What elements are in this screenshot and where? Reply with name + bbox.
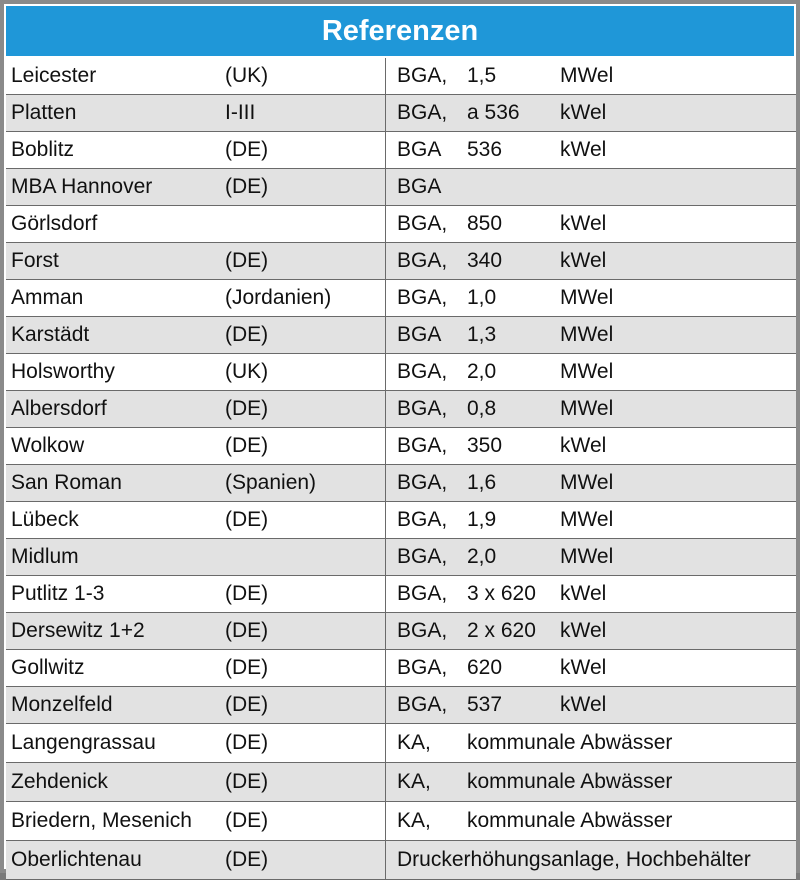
capacity-unit-cell: kWel: [560, 132, 796, 169]
capacity-unit-cell: MWel: [560, 354, 796, 391]
capacity-unit-cell: MWel: [560, 58, 796, 95]
table-row: [6, 206, 796, 243]
country-cell: (DE): [225, 502, 386, 539]
table-row: [6, 132, 796, 169]
table-row: [6, 841, 796, 880]
capacity-unit-cell: kWel: [560, 428, 796, 465]
table-row: [6, 354, 796, 391]
place-cell: Zehdenick: [6, 763, 225, 802]
table-row: [6, 763, 796, 802]
capacity-value-cell: 2,0: [467, 539, 560, 576]
table-row: [6, 169, 796, 206]
capacity-value-cell: 3 x 620: [467, 576, 560, 613]
table-row: [6, 802, 796, 841]
capacity-value-cell: 850: [467, 206, 560, 243]
description-cell: kommunale Abwässer: [467, 802, 796, 841]
country-cell: (DE): [225, 724, 386, 763]
place-cell: Wolkow: [6, 428, 225, 465]
country-cell: (DE): [225, 132, 386, 169]
capacity-value-cell: 1,9: [467, 502, 560, 539]
capacity-unit-cell: kWel: [560, 687, 796, 724]
description-cell: Druckerhöhungsanlage, Hochbehälter: [386, 841, 797, 880]
capacity-unit-cell: MWel: [560, 317, 796, 354]
country-cell: (DE): [225, 169, 386, 206]
country-cell: (DE): [225, 317, 386, 354]
type-cell: BGA,: [386, 613, 468, 650]
capacity-unit-cell: kWel: [560, 613, 796, 650]
country-cell: [225, 539, 386, 576]
type-cell: BGA,: [386, 206, 468, 243]
table-row: [6, 95, 796, 132]
capacity-unit-cell: MWel: [560, 465, 796, 502]
type-cell: BGA,: [386, 428, 468, 465]
country-cell: (DE): [225, 763, 386, 802]
country-cell: [225, 206, 386, 243]
table-row: [6, 576, 796, 613]
table-row: [6, 317, 796, 354]
place-cell: Platten: [6, 95, 225, 132]
place-cell: Gollwitz: [6, 650, 225, 687]
table-row: [6, 502, 796, 539]
place-cell: MBA Hannover: [6, 169, 225, 206]
capacity-unit-cell: kWel: [560, 95, 796, 132]
place-cell: Dersewitz 1+2: [6, 613, 225, 650]
table-row: [6, 650, 796, 687]
place-cell: Lübeck: [6, 502, 225, 539]
capacity-unit-cell: MWel: [560, 539, 796, 576]
capacity-value-cell: a 536: [467, 95, 560, 132]
table-row: [6, 243, 796, 280]
country-cell: (DE): [225, 428, 386, 465]
capacity-unit-cell: [560, 169, 796, 206]
capacity-value-cell: 2,0: [467, 354, 560, 391]
place-cell: Briedern, Mesenich: [6, 802, 225, 841]
country-cell: (DE): [225, 802, 386, 841]
place-cell: Midlum: [6, 539, 225, 576]
type-cell: KA,: [386, 724, 468, 763]
capacity-unit-cell: MWel: [560, 391, 796, 428]
capacity-value-cell: 0,8: [467, 391, 560, 428]
references-table-body: [6, 58, 796, 880]
place-cell: Amman: [6, 280, 225, 317]
country-cell: I-III: [225, 95, 386, 132]
country-cell: (DE): [225, 650, 386, 687]
type-cell: BGA,: [386, 576, 468, 613]
type-cell: BGA: [386, 169, 468, 206]
table-title: Referenzen: [6, 6, 794, 56]
capacity-unit-cell: kWel: [560, 243, 796, 280]
place-cell: Leicester: [6, 58, 225, 95]
country-cell: (DE): [225, 576, 386, 613]
capacity-value-cell: 1,6: [467, 465, 560, 502]
type-cell: BGA,: [386, 465, 468, 502]
country-cell: (DE): [225, 841, 386, 880]
country-cell: (DE): [225, 613, 386, 650]
country-cell: (UK): [225, 354, 386, 391]
table-row: [6, 428, 796, 465]
place-cell: Monzelfeld: [6, 687, 225, 724]
capacity-value-cell: 1,3: [467, 317, 560, 354]
table-row: [6, 724, 796, 763]
capacity-value-cell: 536: [467, 132, 560, 169]
capacity-unit-cell: MWel: [560, 502, 796, 539]
capacity-value-cell: 1,0: [467, 280, 560, 317]
type-cell: KA,: [386, 802, 468, 841]
table-row: [6, 280, 796, 317]
place-cell: Forst: [6, 243, 225, 280]
table-row: [6, 58, 796, 95]
type-cell: BGA,: [386, 539, 468, 576]
type-cell: BGA,: [386, 391, 468, 428]
country-cell: (UK): [225, 58, 386, 95]
place-cell: San Roman: [6, 465, 225, 502]
place-cell: Langengrassau: [6, 724, 225, 763]
place-cell: Oberlichtenau: [6, 841, 225, 880]
country-cell: (DE): [225, 243, 386, 280]
type-cell: BGA: [386, 132, 468, 169]
country-cell: (DE): [225, 687, 386, 724]
country-cell: (Spanien): [225, 465, 386, 502]
type-cell: BGA,: [386, 650, 468, 687]
capacity-value-cell: 537: [467, 687, 560, 724]
country-cell: (Jordanien): [225, 280, 386, 317]
type-cell: KA,: [386, 763, 468, 802]
type-cell: BGA,: [386, 687, 468, 724]
place-cell: Karstädt: [6, 317, 225, 354]
place-cell: Putlitz 1-3: [6, 576, 225, 613]
description-cell: kommunale Abwässer: [467, 763, 796, 802]
table-row: [6, 539, 796, 576]
type-cell: BGA,: [386, 243, 468, 280]
type-cell: BGA,: [386, 502, 468, 539]
place-cell: Boblitz: [6, 132, 225, 169]
capacity-value-cell: 350: [467, 428, 560, 465]
place-cell: Görlsdorf: [6, 206, 225, 243]
type-cell: BGA,: [386, 354, 468, 391]
capacity-unit-cell: MWel: [560, 280, 796, 317]
capacity-value-cell: 1,5: [467, 58, 560, 95]
table-row: [6, 465, 796, 502]
description-cell: kommunale Abwässer: [467, 724, 796, 763]
capacity-value-cell: 340: [467, 243, 560, 280]
references-table: [6, 58, 796, 880]
type-cell: BGA,: [386, 95, 468, 132]
type-cell: BGA: [386, 317, 468, 354]
table-row: [6, 687, 796, 724]
capacity-value-cell: 2 x 620: [467, 613, 560, 650]
type-cell: BGA,: [386, 280, 468, 317]
place-cell: Holsworthy: [6, 354, 225, 391]
capacity-unit-cell: kWel: [560, 206, 796, 243]
capacity-value-cell: 620: [467, 650, 560, 687]
capacity-unit-cell: kWel: [560, 576, 796, 613]
type-cell: BGA,: [386, 58, 468, 95]
capacity-value-cell: [467, 169, 560, 206]
country-cell: (DE): [225, 391, 386, 428]
table-row: [6, 391, 796, 428]
table-row: [6, 613, 796, 650]
place-cell: Albersdorf: [6, 391, 225, 428]
capacity-unit-cell: kWel: [560, 650, 796, 687]
